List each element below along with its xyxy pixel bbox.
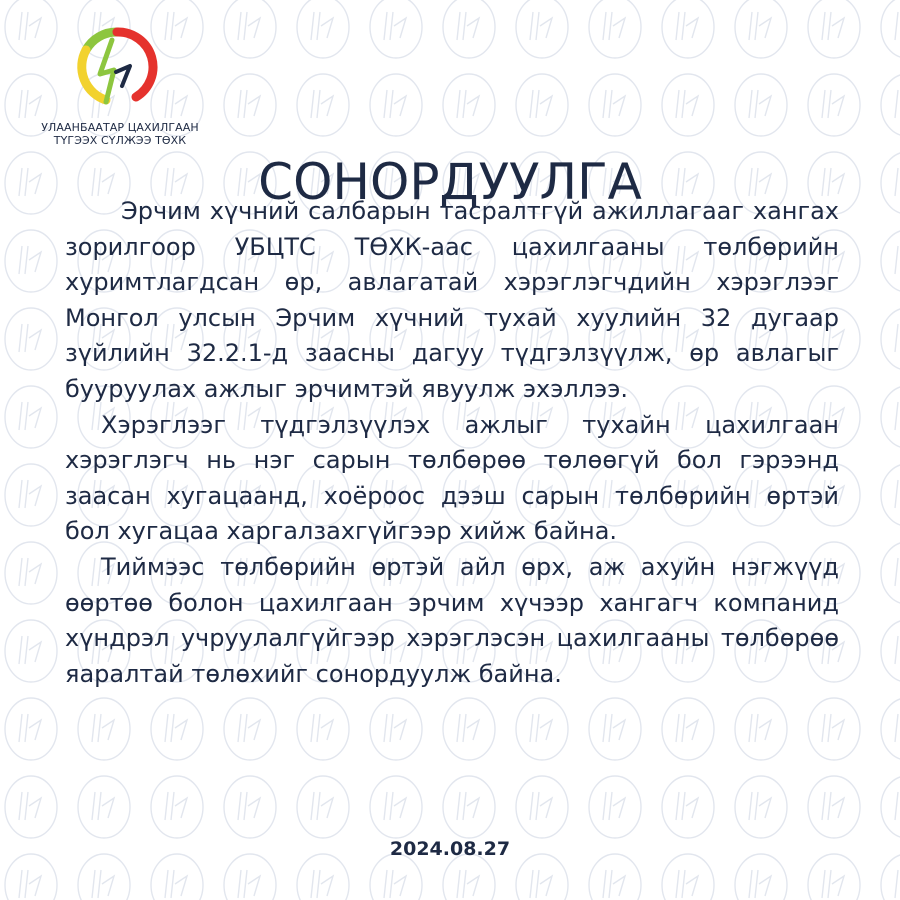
notice-date: 2024.08.27	[389, 838, 511, 860]
lightning-bolt-logo-icon	[76, 26, 158, 108]
organization-name-line2: ТҮГЭЭХ СҮЛЖЭЭ ТӨХК	[53, 134, 187, 147]
notice-body	[65, 194, 839, 692]
notice-paragraph-1: Эрчим хүчний салбарын тасралтгүй ажиллагааг хангах зорилгоор УБЦТС ТӨХК-аас цахилгааны төлбөрийн хуримтлагдсан өр, авлагатай хэрэглэгчдийн хэрэглээг Монгол улсын Эрчим хүчний тухай хуулийн 32 дугаар зүйлийн 32.2.1-д заасны дагуу түдгэлзүүлж, өр авлагыг бууруулах ажлыг эрчимтэй явуулж эхэллээ.	[65, 197, 839, 403]
organization-name	[26, 121, 214, 147]
organization-name-line1: УЛААНБААТАР ЦАХИЛГААН	[41, 121, 199, 134]
notice-paragraph-3: Тиймээс төлбөрийн өртэй айл өрх, аж ахуйн нэгжүүд өөртөө болон цахилгаан эрчим хүчээр хангагч компанид хүндрэл учруулалгүйгээр хэрэглэсэн цахилгааны төлбөрөө яаралтай төлөхийг сонордуулж байна.	[65, 552, 839, 688]
page-title: СОНОРДУУЛГА	[258, 152, 642, 211]
notice-paragraph-2: Хэрэглээг түдгэлзүүлэх ажлыг тухайн цахилгаан хэрэглэгч нь нэг сарын төлбөрөө төлөөгүй бол гэрээнд заасан хугацаанд, хоёроос дээш сарын төлбөрийн өртэй бол хугацаа харгалзахгүйгээр хийж байна.	[65, 410, 839, 546]
